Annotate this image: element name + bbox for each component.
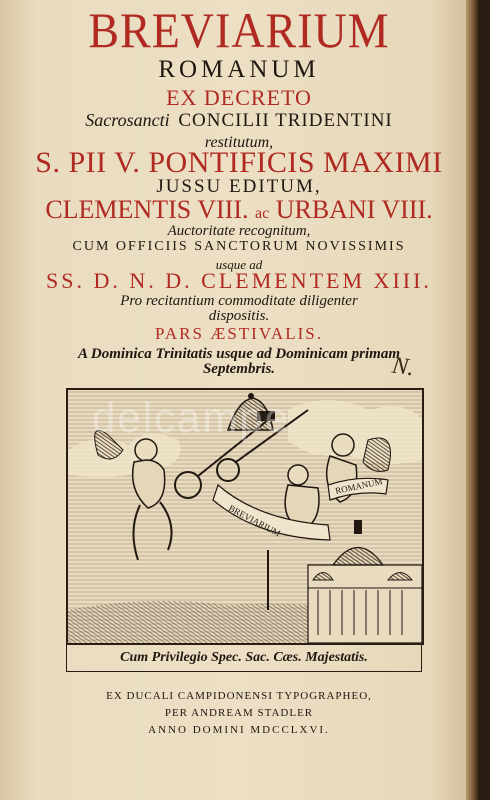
line-dominica: A Dominica Trinitatis usque ad Dominicam primam — [78, 346, 400, 362]
imprint-line-2: PER ANDREAM STADLER — [164, 707, 314, 719]
line-concilii — [0, 110, 478, 132]
imprint-line-3: ANNO DOMINI MDCCLXVI. — [148, 724, 330, 736]
line-clementis: CLEMENTIS VIII. — [45, 195, 249, 224]
line-auctoritate: Auctoritate recognitum, — [167, 223, 311, 239]
line-ex-decreto: EX DECRETO — [166, 85, 312, 110]
watermark: delcampe — [92, 394, 291, 441]
book-title: BREVIARIUM — [88, 2, 390, 59]
line-jussu: JUSSU EDITUM, — [156, 176, 322, 197]
line-clementis-urbani — [0, 195, 478, 225]
line-ac: ac — [255, 205, 270, 222]
line-urbani: URBANI VIII. — [275, 195, 433, 224]
line-concilii-text: CONCILII TRIDENTINI — [178, 110, 393, 131]
privilege-line: Cum Privilegio Spec. Sac. Cæs. Majestatis. — [66, 644, 422, 672]
line-usque-ad: usque ad — [215, 257, 263, 272]
ribbon-breviarium: BREVIARIUM — [227, 502, 283, 539]
imprint-line-1: EX DUCALI CAMPIDONENSI TYPOGRAPHEO, — [106, 690, 372, 702]
page-edge — [466, 0, 478, 800]
line-pro-recitantium: Pro recitantium commoditate diligenter — [120, 293, 358, 309]
line-restitutum: restitutum, — [204, 134, 274, 151]
book-subtitle: ROMANUM — [158, 56, 320, 83]
line-septembris: Septembris. — [202, 361, 276, 377]
handwritten-mark: N. — [390, 352, 416, 382]
ribbon-romanum: ROMANUM — [334, 476, 384, 496]
line-ssd: SS. D. N. D. CLEMENTEM XIII. — [46, 268, 432, 293]
line-sacrosancti: Sacrosancti — [85, 110, 170, 130]
line-spii: S. PII V. PONTIFICIS MAXIMI — [35, 146, 443, 179]
line-cum-officiis: CUM OFFICIIS SANCTORUM NOVISSIMIS — [72, 239, 406, 254]
line-dispositis: dispositis. — [208, 308, 270, 324]
line-pars-aestivalis: PARS ÆSTIVALIS. — [155, 324, 323, 343]
